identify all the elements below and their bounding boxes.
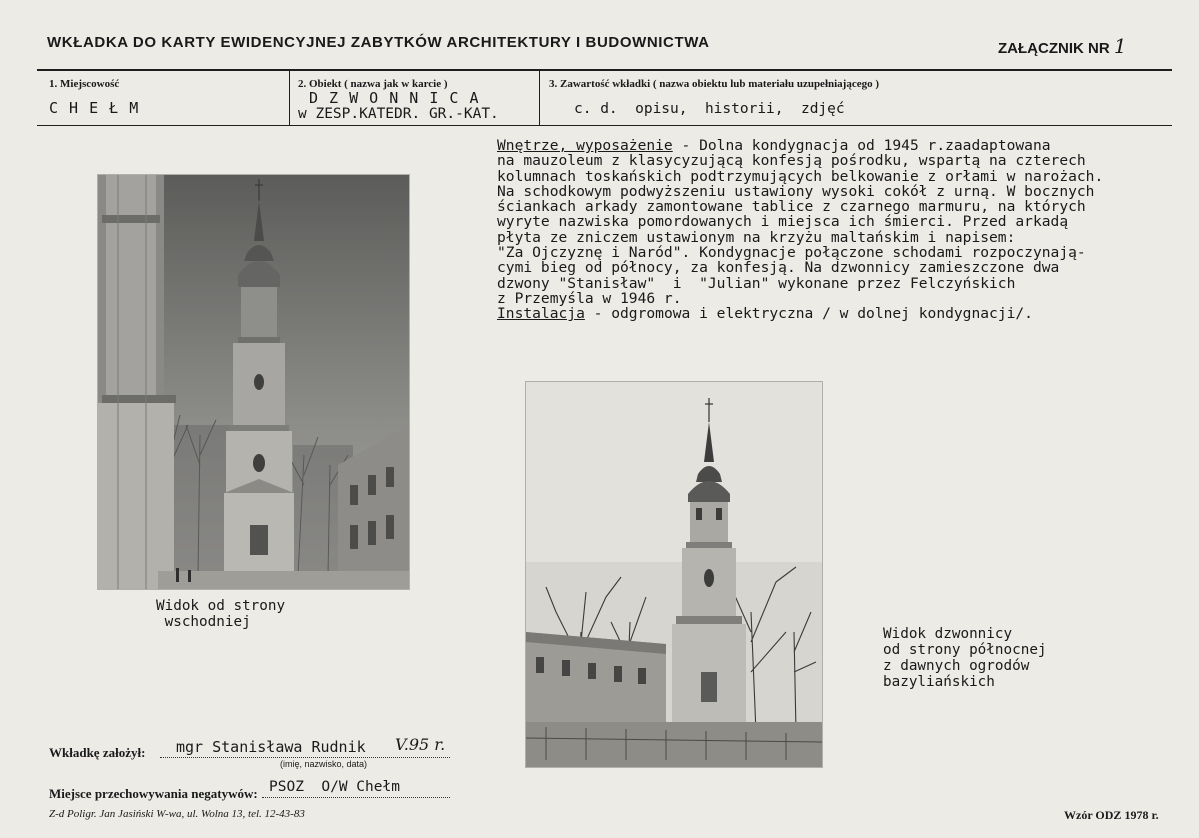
storage-location: PSOZ O/W Chełm [269,779,400,795]
printer-note: Z-d Poligr. Jan Jasiński W-wa, ul. Wolna 13, tel. 12-43-83 [49,808,305,820]
form-title: WKŁADKA DO KARTY EWIDENCYJNEJ ZABYTKÓW ARCHITEKTURY I BUDOWNICTWA [47,34,710,51]
annex-number-value: 1 [1113,34,1127,58]
description-text [497,138,1103,322]
field-2-value-line1: D Z W O N N I C A [309,89,480,107]
author-label: Wkładkę założył: [49,745,146,760]
field-2-value-line2: w ZESP.KATEDR. GR.-KAT. [298,106,499,122]
field-1-label: 1. Miejscowość [49,78,120,90]
header-rule-top [37,69,1172,71]
description-line: płyta ze zniczem ustawionym na krzyżu maltańskim i napisem: [497,228,1016,246]
description-line: - Dolna kondygnacja od 1945 r.zaadaptowana [672,137,1051,154]
author-date: V.95 r. [395,735,446,754]
description-line: - odgromowa i elektryczna / w dolnej kondygnacji/. [584,305,1033,323]
author-hint: (imię, nazwisko, data) [280,759,368,769]
photo-north-view-image [526,382,822,767]
photo-north-view [525,381,823,768]
description-line: z Przemyśla w 1946 r. [497,289,682,307]
description-line: dzwony "Stanisław" i "Julian" wykonane przez Felczyńskich [497,274,1016,292]
header-rule-bottom [37,125,1172,126]
description-line: na mauzoleum z klasycyzującą konfesją pośrodku, wspartą na czterech [497,152,1086,170]
field-2-label: 2. Obiekt ( nazwa jak w karcie ) [298,78,448,90]
author-dotted-line [160,757,450,758]
description-line: cymi bieg od północy, za konfesją. Na dzwonnicy zamieszczone dwa [497,259,1060,277]
description-line: ściankach arkady zamontowane tablice z czarnego marmuru, na których [497,198,1086,216]
annex-number [998,34,1127,58]
photo-east-view [97,174,410,590]
caption-east-view: Widok od strony wschodniej [156,598,286,630]
form-model: Wzór ODZ 1978 r. [1064,808,1159,822]
field-3-label: 3. Zawartość wkładki ( nazwa obiektu lub materiału uzupełniającego ) [549,78,880,90]
field-divider-1 [289,70,290,126]
author-name: mgr Stanisława Rudnik [176,738,366,756]
photo-east-view-image [98,175,409,589]
storage-dotted-line [262,797,450,798]
annex-label: ZAŁĄCZNIK NR [998,40,1110,57]
description-line: kolumnach toskańskich podtrzymujących belkowanie z orłami w narożach. [497,167,1104,185]
field-1-value: C H E Ł M [49,99,140,117]
storage-label: Miejsce przechowywania negatywów: [49,786,258,801]
description-line: "Za Ojczyznę i Naród". Kondygnacje połączone schodami rozpoczynają- [497,244,1086,262]
description-line: Na schodkowym podwyższeniu ustawiony wysoki cokół z urną. W bocznych [497,182,1095,200]
field-3-value: c. d. opisu, historii, zdjęć [574,101,845,117]
field-divider-2 [539,70,540,126]
heading-installation: Instalacja [497,305,585,323]
description-line: wyryte nazwiska pomordowanych i miejsca ich śmierci. Przed arkadą [497,213,1069,231]
heading-interior: Wnętrze, wyposażenie [497,137,673,154]
caption-north-view: Widok dzwonnicy od strony północnej z dawnych ogrodów bazyliańskich [883,626,1047,690]
